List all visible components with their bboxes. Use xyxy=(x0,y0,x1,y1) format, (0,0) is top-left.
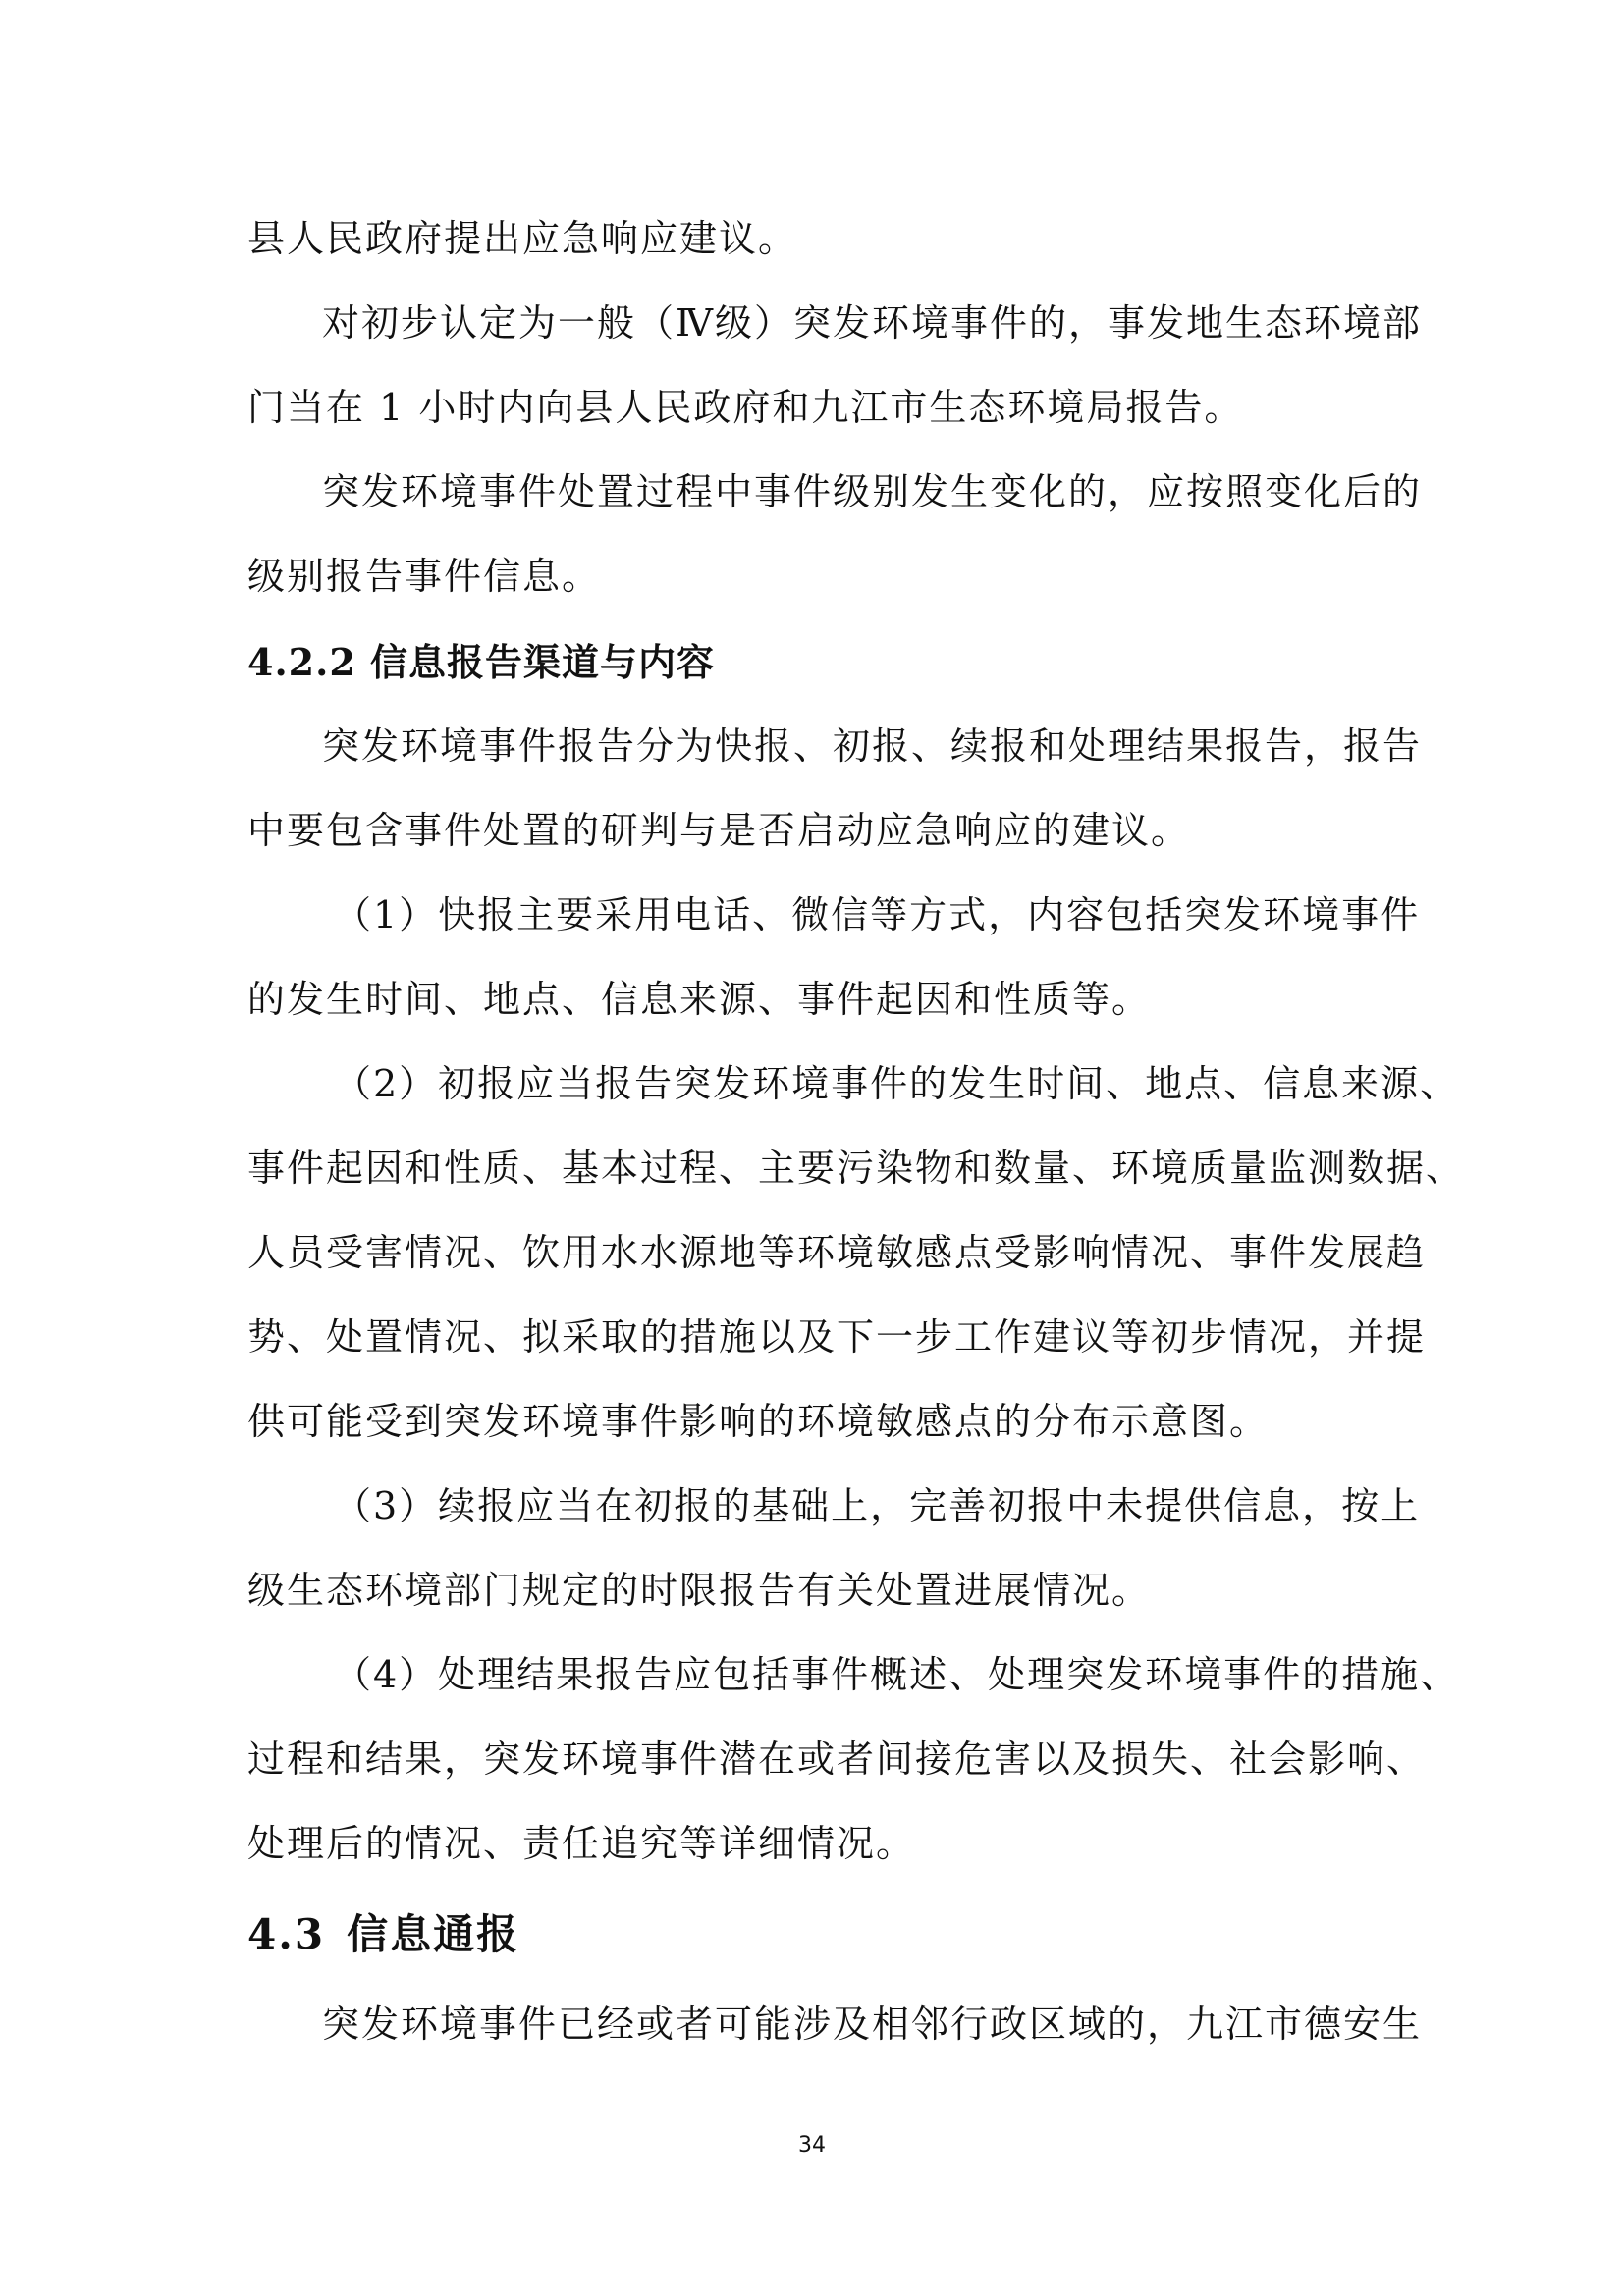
body-line: 过程和结果，突发环境事件潜在或者间接危害以及损失、社会影响、 xyxy=(247,1737,1427,1781)
body-line: 门当在 1 小时内向县人民政府和九江市生态环境局报告。 xyxy=(247,386,1244,429)
body-line: 供可能受到突发环境事件影响的环境敏感点的分布示意图。 xyxy=(247,1400,1270,1443)
section-heading-4-2-2 xyxy=(247,636,715,689)
body-line: 级别报告事件信息。 xyxy=(247,555,602,598)
body-line: 县人民政府提出应急响应建议。 xyxy=(247,217,798,260)
body-line: 人员受害情况、饮用水水源地等环境敏感点受影响情况、事件发展趋 xyxy=(247,1231,1427,1274)
body-line: 突发环境事件处置过程中事件级别发生变化的，应按照变化后的 xyxy=(322,470,1423,513)
body-line: 对初步认定为一般（Ⅳ级）突发环境事件的，事发地生态环境部 xyxy=(322,301,1422,345)
body-line: 突发环境事件报告分为快报、初报、续报和处理结果报告，报告 xyxy=(322,724,1423,768)
body-line: 处理后的情况、责任追究等详细情况。 xyxy=(247,1822,916,1865)
heading-number: 4.3 xyxy=(247,1910,326,1958)
body-line: 事件起因和性质、基本过程、主要污染物和数量、环境质量监测数据、 xyxy=(247,1147,1466,1190)
section-heading-4-3 xyxy=(247,1906,519,1963)
heading-text: 信息报告渠道与内容 xyxy=(370,640,716,684)
body-line: 的发生时间、地点、信息来源、事件起因和性质等。 xyxy=(247,978,1152,1021)
body-line: （4）处理结果报告应包括事件概述、处理突发环境事件的措施、 xyxy=(334,1653,1460,1696)
heading-number: 4.2.2 xyxy=(247,640,356,684)
heading-text: 信息通报 xyxy=(347,1910,520,1958)
body-line: 突发环境事件已经或者可能涉及相邻行政区域的，九江市德安生 xyxy=(322,2002,1423,2046)
body-line: 势、处置情况、拟采取的措施以及下一步工作建议等初步情况，并提 xyxy=(247,1315,1427,1359)
page-number: 34 xyxy=(798,2133,826,2158)
body-line: 级生态环境部门规定的时限报告有关处置进展情况。 xyxy=(247,1569,1152,1612)
body-line: （3）续报应当在初报的基础上，完善初报中未提供信息，按上 xyxy=(334,1484,1421,1527)
body-line: 中要包含事件处置的研判与是否启动应急响应的建议。 xyxy=(247,809,1191,852)
body-line: （2）初报应当报告突发环境事件的发生时间、地点、信息来源、 xyxy=(334,1062,1460,1105)
body-line: （1）快报主要采用电话、微信等方式，内容包括突发环境事件 xyxy=(334,893,1421,936)
